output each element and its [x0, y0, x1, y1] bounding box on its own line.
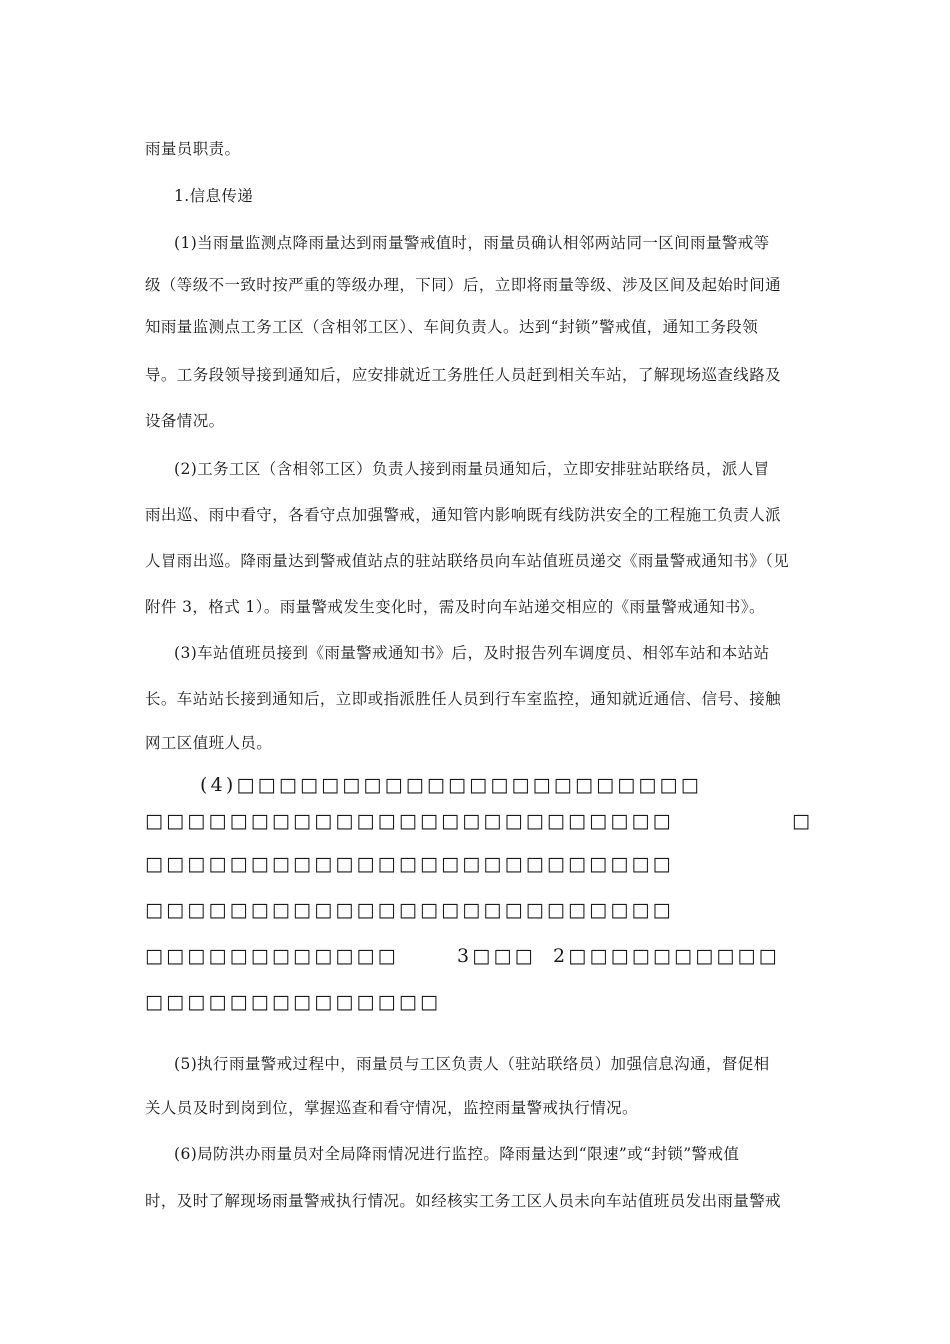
- paragraph-4-line: □□□□□□□□□□□□□□□□□□□□□□□□□: [145, 899, 674, 921]
- paragraph-2-line: 人冒雨出巡。降雨量达到警戒值站点的驻站联络员向车站值班员递交《雨量警戒通知书》（见: [145, 552, 790, 570]
- paragraph-4-line: □□□□□□□□□□□□□□□□□□□□□□□□□: [145, 810, 674, 832]
- paragraph-3-line: 网工区值班人员。: [145, 734, 273, 752]
- section-heading: 1.信息传递: [174, 187, 254, 205]
- paragraph-1-line: 设备情况。: [145, 412, 225, 430]
- paragraph-4-line: □□□□□□□□□□□□□□□□□□□□□□□□□: [145, 853, 674, 875]
- paragraph-1-line: 导。工务段领导接到通知后，应安排就近工务胜任人员赶到相关车站，了解现场巡查线路及: [145, 366, 782, 384]
- paragraph-1-line: (1)当雨量监测点降雨量达到雨量警戒值时，雨量员确认相邻两站同一区间雨量警戒等: [174, 234, 770, 252]
- paragraph-4-line: □□□□□□□□□□□□: [145, 945, 399, 967]
- paragraph-2-line: (2)工务工区（含相邻工区）负责人接到雨量员通知后，立即安排驻站联络员，派人冒: [174, 460, 770, 478]
- paragraph-6-line: (6)局防洪办雨量员对全局降雨情况进行监控。降雨量达到“限速”或“封锁”警戒值: [174, 1145, 740, 1163]
- paragraph-6-line: 时，及时了解现场雨量警戒执行情况。如经核实工务工区人员未向车站值班员发出雨量警戒: [145, 1192, 782, 1210]
- paragraph-1-line: 级（等级不一致时按严重的等级办理，下同）后，立即将雨量等级、涉及区间及起始时间通: [145, 276, 782, 294]
- paragraph-4-line: □□□□□□□□□□□□□□: [145, 991, 442, 1013]
- paragraph-5-line: (5)执行雨量警戒过程中，雨量员与工区负责人（驻站联络员）加强信息沟通，督促相: [174, 1055, 770, 1073]
- paragraph-4-attachment-ref: 3□□□: [457, 945, 536, 967]
- paragraph-5-line: 关人员及时到岗到位，掌握巡查和看守情况，监控雨量警戒执行情况。: [145, 1099, 638, 1117]
- paragraph-4-format-ref: 2□□□□□□□□□□: [553, 945, 780, 967]
- paragraph-duty: 雨量员职责。: [145, 140, 241, 158]
- paragraph-4-line-end: □: [792, 810, 814, 832]
- paragraph-3-line: 长。车站站长接到通知后，立即或指派胜任人员到行车室监控，通知就近通信、信号、接触: [145, 690, 782, 708]
- paragraph-4-line: (4)□□□□□□□□□□□□□□□□□□□□□□: [200, 774, 702, 796]
- paragraph-3-line: (3)车站值班员接到《雨量警戒通知书》后，及时报告列车调度员、相邻车站和本站站: [174, 644, 770, 662]
- paragraph-2-line: 附件 3，格式 1）。雨量警戒发生变化时，需及时向车站递交相应的《雨量警戒通知书》。: [145, 598, 765, 616]
- paragraph-2-line: 雨出巡、雨中看守，各看守点加强警戒，通知管内影响既有线防洪安全的工程施工负责人派: [145, 506, 782, 524]
- paragraph-1-line: 知雨量监测点工务工区（含相邻工区）、车间负责人。达到“封锁”警戒值，通知工务段领: [145, 318, 759, 336]
